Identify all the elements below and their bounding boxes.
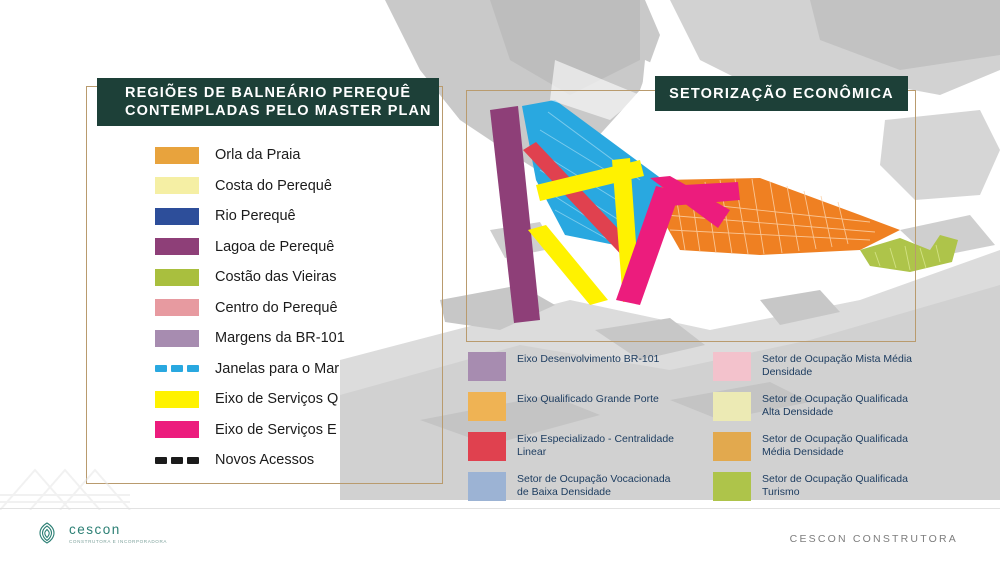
legend-label-novos-acessos: Novos Acessos <box>215 452 315 469</box>
legend-label-orla-da-praia: Orla da Praia <box>215 147 301 164</box>
legend-swatch-margens-da-br-101 <box>155 330 199 347</box>
legend-swatch-eixo-de-servicos-e <box>155 421 199 438</box>
legend-label-setor-ocupacao-mista-media-densidade: Setor de Ocupação Mista Média Densidade <box>762 353 912 378</box>
legend-label-eixo-qualificado-grande-porte: Eixo Qualificado Grande Porte <box>517 393 659 405</box>
legend-label-rio-pereque: Rio Perequê <box>215 208 296 225</box>
legend-item <box>713 472 928 501</box>
brand-logo <box>34 520 167 546</box>
legend-label-margens-da-br-101: Margens da BR-101 <box>215 330 345 347</box>
legend-label-setor-ocupacao-qualificada-turismo: Setor de Ocupação Qualificada Turismo <box>762 473 908 498</box>
legend-item <box>713 392 928 421</box>
footer-company-text: CESCON CONSTRUTORA <box>789 533 958 545</box>
legend-item <box>468 352 683 381</box>
legend-label-eixo-de-servicos-q: Eixo de Serviços Q <box>215 391 339 408</box>
legend-label-janelas-para-o-mar: Janelas para o Mar <box>215 360 340 377</box>
brand-tagline: CONSTRUTORA E INCORPORADORA <box>69 539 168 544</box>
legend-swatch-eixo-especializado-centralidade-linear <box>468 432 506 461</box>
legend-swatch-centro-do-pereque <box>155 299 199 316</box>
sector-legend-left-column <box>468 352 683 512</box>
background-watermark <box>0 440 200 510</box>
legend-item <box>155 140 445 171</box>
cescon-logo-icon <box>34 520 60 546</box>
legend-label-setor-ocupacao-vocacionada-baixa-densidade: Setor de Ocupação Vocacionada de Baixa Densidade <box>517 473 671 498</box>
legend-label-eixo-especializado-centralidade-linear: Eixo Especializado - Centralidade Linear <box>517 433 675 458</box>
legend-swatch-setor-ocupacao-qualificada-turismo <box>713 472 751 501</box>
legend-item <box>155 354 445 385</box>
legend-item <box>155 201 445 232</box>
legend-swatch-eixo-de-servicos-q <box>155 391 199 408</box>
legend-item <box>468 392 683 421</box>
left-title-banner <box>97 78 439 126</box>
legend-item <box>155 323 445 354</box>
legend-label-costao-das-vieiras: Costão das Vieiras <box>215 269 337 286</box>
legend-swatch-setor-ocupacao-qualificada-alta-densidade <box>713 392 751 421</box>
brand-name: cescon <box>69 522 121 537</box>
legend-label-eixo-de-servicos-e: Eixo de Serviços E <box>215 421 337 438</box>
legend-swatch-costa-do-pereque <box>155 177 199 194</box>
legend-item <box>468 432 683 461</box>
legend-swatch-lagoa-de-pereque <box>155 238 199 255</box>
legend-label-eixo-desenvolvimento-br-101: Eixo Desenvolvimento BR-101 <box>517 353 660 365</box>
legend-label-costa-do-pereque: Costa do Perequê <box>215 177 332 194</box>
legend-label-centro-do-pereque: Centro do Perequê <box>215 299 338 316</box>
footer-divider <box>0 508 1000 509</box>
legend-item <box>713 352 928 381</box>
legend-item <box>155 384 445 415</box>
legend-swatch-setor-ocupacao-vocacionada-baixa-densidade <box>468 472 506 501</box>
right-title-text: SETORIZAÇÃO ECONÔMICA <box>669 85 894 102</box>
legend-item <box>155 262 445 293</box>
sector-legend <box>468 352 928 512</box>
legend-swatch-orla-da-praia <box>155 147 199 164</box>
legend-item <box>468 472 683 501</box>
legend-item <box>713 432 928 461</box>
legend-label-setor-ocupacao-qualificada-alta-densidade: Setor de Ocupação Qualificada Alta Densidade <box>762 393 908 418</box>
legend-swatch-eixo-qualificado-grande-porte <box>468 392 506 421</box>
legend-swatch-setor-ocupacao-qualificada-media-densidade <box>713 432 751 461</box>
region-legend-list <box>155 140 445 476</box>
legend-label-lagoa-de-pereque: Lagoa de Perequê <box>215 238 335 255</box>
left-title-line1: REGIÕES DE BALNEÁRIO PEREQUÊ <box>125 85 412 101</box>
sector-legend-right-column <box>713 352 928 512</box>
legend-item <box>155 232 445 263</box>
right-title-banner <box>655 76 908 111</box>
legend-swatch-eixo-desenvolvimento-br-101 <box>468 352 506 381</box>
legend-swatch-setor-ocupacao-mista-media-densidade <box>713 352 751 381</box>
left-title-line2: CONTEMPLADAS PELO MASTER PLAN <box>125 103 432 119</box>
legend-label-setor-ocupacao-qualificada-media-densidade: Setor de Ocupação Qualificada Média Densidade <box>762 433 908 458</box>
legend-swatch-costao-das-vieiras <box>155 269 199 286</box>
legend-item <box>155 293 445 324</box>
brand-wordmark <box>69 522 167 544</box>
legend-item <box>155 171 445 202</box>
legend-swatch-janelas-para-o-mar <box>155 365 199 373</box>
legend-swatch-rio-pereque <box>155 208 199 225</box>
map-frame <box>466 90 916 342</box>
